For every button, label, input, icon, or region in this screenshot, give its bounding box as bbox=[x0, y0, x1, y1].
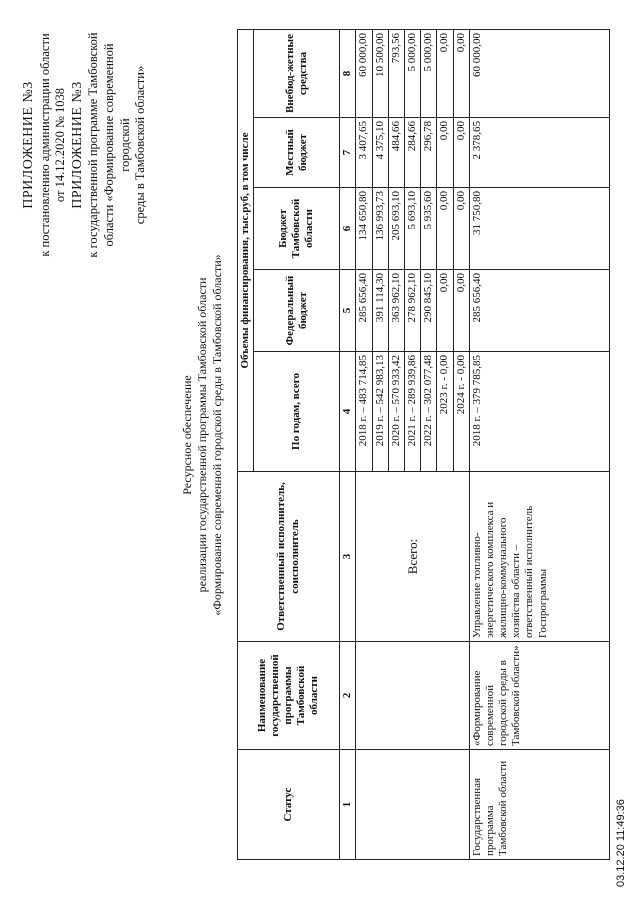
index-cell: 1 bbox=[340, 750, 356, 860]
program-name: «Формирование современной городской среды в Тамбовской области» bbox=[469, 642, 609, 750]
index-cell: 3 bbox=[340, 472, 356, 642]
header-regional: Бюджет Тамбовской области bbox=[254, 188, 340, 270]
index-row bbox=[340, 29, 356, 859]
regional-value: 5 693,10 bbox=[404, 188, 420, 270]
regional-value: 5 935,60 bbox=[421, 188, 437, 270]
header-extra: Внебюд-жетные средства bbox=[254, 29, 340, 117]
year-total: 2024 г. - 0,00 bbox=[453, 352, 469, 472]
appendix-title: ПРИЛОЖЕНИЕ №3 bbox=[21, 81, 36, 209]
extra-value: 60 000,00 bbox=[469, 29, 609, 117]
document-title bbox=[180, 245, 225, 625]
federal-value: 391 114,30 bbox=[372, 270, 388, 352]
local-value: 284,66 bbox=[404, 118, 420, 188]
program-status: Государственная программа Тамбовской области bbox=[469, 750, 609, 860]
extra-value: 60 000,00 bbox=[356, 29, 372, 117]
regional-value: 136 993,73 bbox=[372, 188, 388, 270]
index-cell: 5 bbox=[340, 270, 356, 352]
regional-value: 31 750,80 bbox=[469, 188, 609, 270]
federal-value: 0,00 bbox=[437, 270, 453, 352]
title-line-1: Ресурсное обеспечение bbox=[180, 375, 194, 495]
print-timestamp: 03.12.20 11:49:36 bbox=[615, 799, 627, 887]
program-row bbox=[469, 29, 609, 859]
header-federal: Федеральный бюджет bbox=[254, 270, 340, 352]
local-value: 0,00 bbox=[453, 118, 469, 188]
federal-value: 290 845,10 bbox=[421, 270, 437, 352]
regional-value: 134 650,80 bbox=[356, 188, 372, 270]
empty-name-cell bbox=[356, 642, 469, 750]
federal-value: 285 656,40 bbox=[469, 270, 609, 352]
header-funding: Объемы финансирования, тыс.руб, в том числе bbox=[238, 29, 254, 471]
local-value: 0,00 bbox=[437, 118, 453, 188]
funding-table bbox=[237, 29, 610, 860]
title-line-3: «Формирование современной городской среды в Тамбовской области» bbox=[210, 254, 224, 616]
year-total: 2023 г. - 0,00 bbox=[437, 352, 453, 472]
federal-value: 363 962,10 bbox=[388, 270, 404, 352]
program-reference-3: среды в Тамбовской области» bbox=[133, 65, 148, 225]
title-line-2: реализации государственной программы Тамбовской области bbox=[195, 277, 209, 593]
federal-value: 285 656,40 bbox=[356, 270, 372, 352]
header-executor: Ответственный исполнитель, соисполнитель bbox=[238, 472, 340, 642]
decree-date-number: от 14.12.2020 № 1038 bbox=[53, 87, 68, 203]
local-value: 296,78 bbox=[421, 118, 437, 188]
year-total: 2019 г. – 542 983,13 bbox=[372, 352, 388, 472]
header-program-name: Наименование государственной программы Тамбовской области bbox=[238, 642, 340, 750]
year-total: 2020 г. – 570 933,42 bbox=[388, 352, 404, 472]
extra-value: 5 000,00 bbox=[421, 29, 437, 117]
program-reference-2: области «Формирование современной городской bbox=[101, 43, 132, 247]
program-executor: Управление топливно-энергетического комплекса и жилищно-коммунального хозяйства области – ответственный исполнитель Госпрограммы bbox=[469, 472, 609, 642]
table-row bbox=[356, 29, 372, 859]
header-status: Статус bbox=[238, 750, 340, 860]
total-label: Всего: bbox=[356, 472, 469, 642]
year-total: 2022 г. – 302 077,48 bbox=[421, 352, 437, 472]
federal-value: 278 962,10 bbox=[404, 270, 420, 352]
extra-value: 10 500,00 bbox=[372, 29, 388, 117]
appendix-title-2: ПРИЛОЖЕНИЕ №3 bbox=[69, 81, 85, 209]
extra-value: 0,00 bbox=[453, 29, 469, 117]
regional-value: 0,00 bbox=[453, 188, 469, 270]
extra-value: 5 000,00 bbox=[404, 29, 420, 117]
header-by-year: По годам, всего bbox=[254, 352, 340, 472]
program-reference-1: к государственной программе Тамбовской bbox=[86, 32, 101, 258]
regional-value: 0,00 bbox=[437, 188, 453, 270]
local-value: 484,66 bbox=[388, 118, 404, 188]
local-value: 3 407,65 bbox=[356, 118, 372, 188]
extra-value: 0,00 bbox=[437, 29, 453, 117]
header-local: Местный бюджет bbox=[254, 118, 340, 188]
regional-value: 205 693,10 bbox=[388, 188, 404, 270]
year-total: 2018 г. – 483 714,85 bbox=[356, 352, 372, 472]
appendix-header bbox=[20, 25, 149, 265]
year-total: 2021 г. – 289 939,86 bbox=[404, 352, 420, 472]
year-total: 2018 г. – 379 785,85 bbox=[469, 352, 609, 472]
index-cell: 6 bbox=[340, 188, 356, 270]
local-value: 4 375,10 bbox=[372, 118, 388, 188]
extra-value: 793,56 bbox=[388, 29, 404, 117]
empty-status-cell bbox=[356, 750, 469, 860]
decree-reference: к постановлению администрации области bbox=[37, 33, 52, 257]
index-cell: 7 bbox=[340, 118, 356, 188]
index-cell: 4 bbox=[340, 352, 356, 472]
federal-value: 0,00 bbox=[453, 270, 469, 352]
index-cell: 2 bbox=[340, 642, 356, 750]
local-value: 2 378,65 bbox=[469, 118, 609, 188]
index-cell: 8 bbox=[340, 29, 356, 117]
